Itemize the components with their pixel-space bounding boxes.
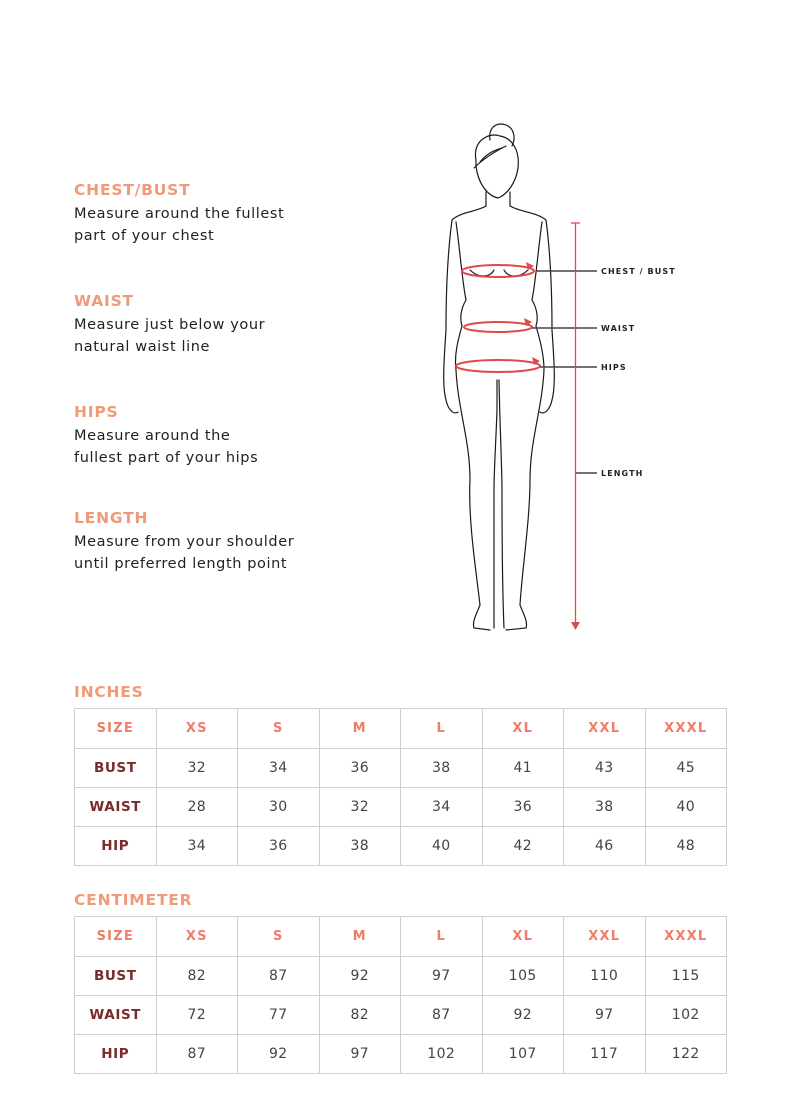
- table-cell: 40: [401, 827, 483, 866]
- table-row: [75, 957, 727, 996]
- figure-label-hips: HIPS: [601, 363, 627, 372]
- table-cell: 43: [564, 749, 646, 788]
- row-label: BUST: [75, 749, 157, 788]
- table-cell: 36: [319, 749, 401, 788]
- table-cell: 92: [238, 1035, 320, 1074]
- guide-hips: [74, 402, 374, 469]
- guide-description: Measure around the fullest part of your hips: [74, 428, 259, 466]
- table-cell: 48: [645, 827, 727, 866]
- guide-chest-bust: [74, 180, 374, 247]
- table-cell: 117: [564, 1035, 646, 1074]
- table-cell: 87: [156, 1035, 238, 1074]
- header-cell: L: [401, 709, 483, 749]
- header-cell: XS: [156, 917, 238, 957]
- inches-title: INCHES: [74, 683, 144, 701]
- table-cell: 110: [564, 957, 646, 996]
- table-cell: 87: [401, 996, 483, 1035]
- table-cell: 97: [401, 957, 483, 996]
- table-header-row: [75, 709, 727, 749]
- table-cell: 46: [564, 827, 646, 866]
- table-cell: 28: [156, 788, 238, 827]
- table-cell: 97: [564, 996, 646, 1035]
- header-cell: XXL: [564, 709, 646, 749]
- table-header-row: [75, 917, 727, 957]
- table-cell: 34: [401, 788, 483, 827]
- centimeter-size-table: [74, 916, 727, 1074]
- table-cell: 42: [482, 827, 564, 866]
- header-cell: M: [319, 917, 401, 957]
- row-label: WAIST: [75, 996, 157, 1035]
- table-row: [75, 749, 727, 788]
- table-cell: 41: [482, 749, 564, 788]
- header-cell: SIZE: [75, 709, 157, 749]
- table-cell: 107: [482, 1035, 564, 1074]
- table-cell: 30: [238, 788, 320, 827]
- guide-waist: [74, 291, 374, 358]
- inches-size-table: [74, 708, 727, 866]
- table-cell: 34: [238, 749, 320, 788]
- table-cell: 72: [156, 996, 238, 1035]
- header-cell: XS: [156, 709, 238, 749]
- table-row: [75, 788, 727, 827]
- header-cell: S: [238, 709, 320, 749]
- figure-label-chest: CHEST / BUST: [601, 267, 676, 276]
- table-cell: 87: [238, 957, 320, 996]
- guide-description: Measure just below your natural waist line: [74, 317, 266, 355]
- table-cell: 34: [156, 827, 238, 866]
- table-cell: 102: [401, 1035, 483, 1074]
- header-cell: XXL: [564, 917, 646, 957]
- table-cell: 45: [645, 749, 727, 788]
- table-cell: 102: [645, 996, 727, 1035]
- guide-title: WAIST: [74, 292, 134, 310]
- header-cell: L: [401, 917, 483, 957]
- body-measurement-figure: [420, 110, 700, 650]
- header-cell: M: [319, 709, 401, 749]
- row-label: WAIST: [75, 788, 157, 827]
- row-label: HIP: [75, 1035, 157, 1074]
- table-cell: 105: [482, 957, 564, 996]
- row-label: BUST: [75, 957, 157, 996]
- header-cell: S: [238, 917, 320, 957]
- table-cell: 97: [319, 1035, 401, 1074]
- figure-label-length: LENGTH: [601, 469, 644, 478]
- header-cell: XL: [482, 709, 564, 749]
- header-cell: XL: [482, 917, 564, 957]
- table-cell: 40: [645, 788, 727, 827]
- header-cell: SIZE: [75, 917, 157, 957]
- guide-length: [74, 508, 374, 575]
- table-cell: 32: [319, 788, 401, 827]
- table-row: [75, 996, 727, 1035]
- figure-label-waist: WAIST: [601, 324, 636, 333]
- guide-title: CHEST/BUST: [74, 181, 191, 199]
- centimeter-title: CENTIMETER: [74, 891, 193, 909]
- table-row: [75, 1035, 727, 1074]
- guide-description: Measure from your shoulder until preferred length point: [74, 534, 295, 572]
- guide-title: LENGTH: [74, 509, 149, 527]
- table-cell: 38: [319, 827, 401, 866]
- table-cell: 38: [564, 788, 646, 827]
- table-row: [75, 827, 727, 866]
- row-label: HIP: [75, 827, 157, 866]
- header-cell: XXXL: [645, 917, 727, 957]
- table-cell: 36: [238, 827, 320, 866]
- table-cell: 77: [238, 996, 320, 1035]
- table-cell: 92: [319, 957, 401, 996]
- table-cell: 82: [156, 957, 238, 996]
- table-cell: 32: [156, 749, 238, 788]
- table-cell: 92: [482, 996, 564, 1035]
- table-cell: 115: [645, 957, 727, 996]
- female-silhouette-icon: [420, 110, 700, 650]
- table-cell: 82: [319, 996, 401, 1035]
- header-cell: XXXL: [645, 709, 727, 749]
- table-cell: 122: [645, 1035, 727, 1074]
- table-cell: 38: [401, 749, 483, 788]
- table-cell: 36: [482, 788, 564, 827]
- guide-title: HIPS: [74, 403, 119, 421]
- guide-description: Measure around the fullest part of your chest: [74, 206, 285, 244]
